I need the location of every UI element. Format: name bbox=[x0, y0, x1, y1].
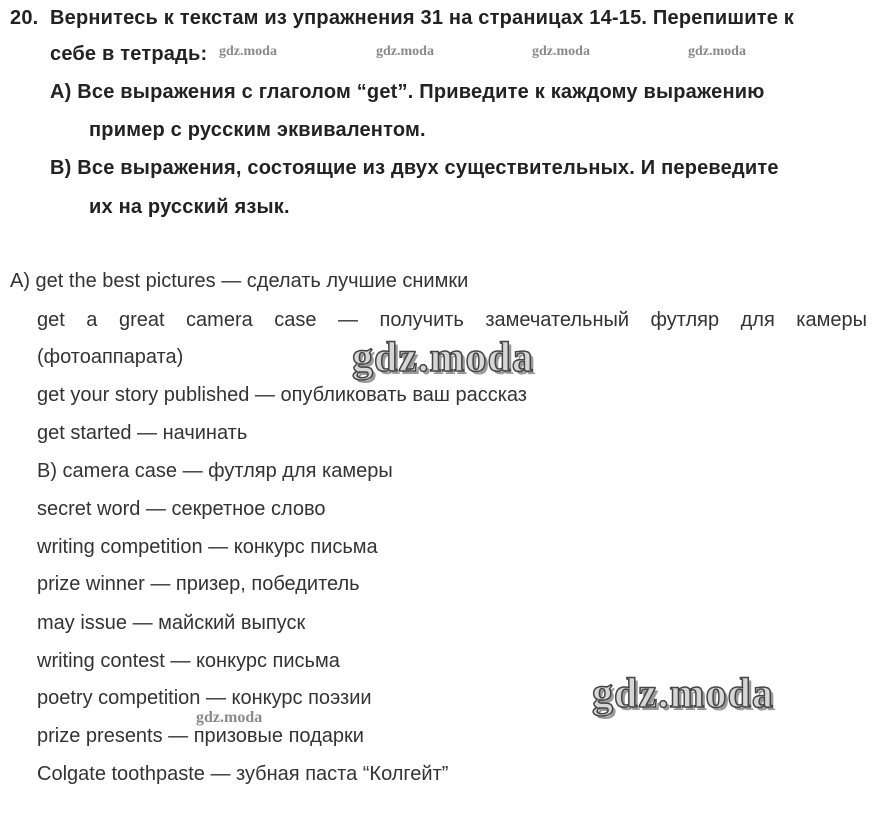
task-number: 20. bbox=[10, 7, 39, 29]
answer-line: (фотоаппарата) bbox=[37, 346, 184, 368]
answer-line: prize winner — призер, победитель bbox=[37, 573, 360, 595]
watermark-small: gdz.moda bbox=[196, 709, 263, 726]
answer-line: secret word — секретное слово bbox=[37, 498, 326, 520]
task-instruction-line-2: себе в тетрадь: bbox=[50, 43, 208, 65]
task-part-a-line-1: A) Все выражения с глаголом “get”. Приведите к каждому выражению bbox=[50, 81, 765, 103]
answer-line: poetry competition — конкурс поэзии bbox=[37, 687, 372, 709]
watermark-small: gdz.moda bbox=[688, 44, 746, 59]
watermark-large: gdz.moda bbox=[352, 335, 534, 381]
answer-line: prize presents — призовые подарки bbox=[37, 725, 364, 747]
task-part-b-line-2: их на русский язык. bbox=[89, 196, 290, 218]
watermark-small: gdz.moda bbox=[219, 44, 277, 59]
answer-line: A) get the best pictures — сделать лучшие снимки bbox=[10, 270, 469, 292]
answer-line: get a great camera case — получить замечательный футляр для камеры bbox=[37, 309, 867, 331]
task-instruction-line-1: Вернитесь к текстам из упражнения 31 на страницах 14-15. Перепишите к bbox=[50, 7, 794, 29]
answer-line: B) camera case — футляр для камеры bbox=[37, 460, 393, 482]
answer-line: get started — начинать bbox=[37, 422, 248, 444]
answer-line: Colgate toothpaste — зубная паста “Колгейт” bbox=[37, 763, 449, 785]
answer-line: may issue — майский выпуск bbox=[37, 612, 306, 634]
watermark-large: gdz.moda bbox=[592, 671, 774, 717]
answer-line: writing competition — конкурс письма bbox=[37, 536, 378, 558]
watermark-small: gdz.moda bbox=[376, 44, 434, 59]
task-part-a-line-2: пример с русским эквивалентом. bbox=[89, 119, 426, 141]
task-part-b-line-1: B) Все выражения, состоящие из двух существительных. И переведите bbox=[50, 157, 779, 179]
watermark-small: gdz.moda bbox=[532, 44, 590, 59]
answer-line: writing contest — конкурс письма bbox=[37, 650, 340, 672]
answer-line: get your story published — опубликовать ваш рассказ bbox=[37, 384, 527, 406]
